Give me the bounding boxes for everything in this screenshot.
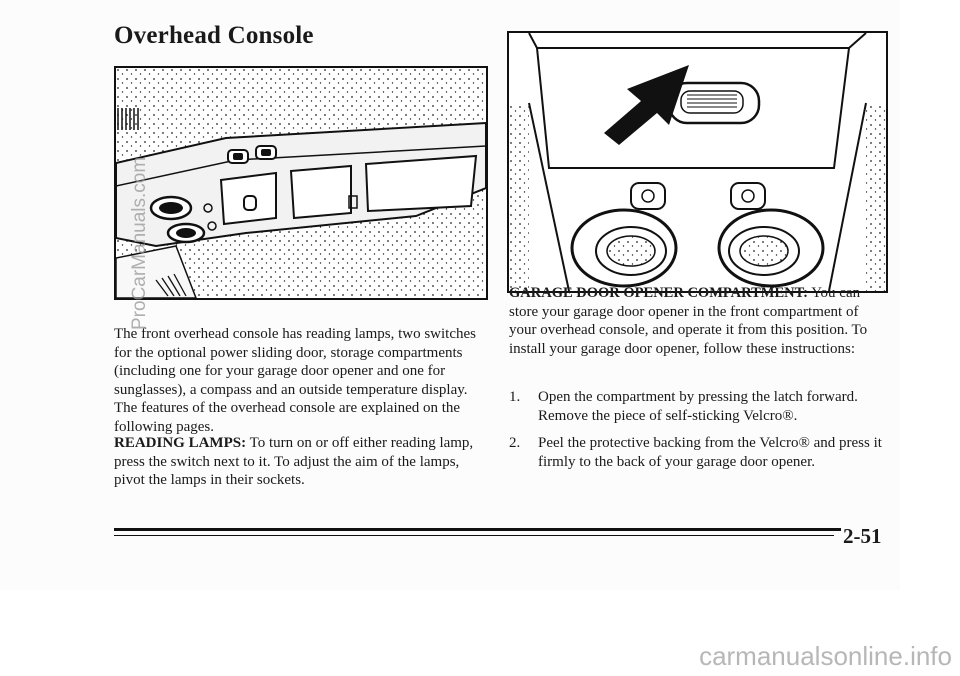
reading-lamps-heading: READING LAMPS: [114, 435, 247, 451]
footer-rule-thin [114, 535, 834, 536]
step-number: 2. [509, 435, 521, 451]
install-steps-list [509, 388, 891, 480]
list-item [509, 434, 891, 471]
step-number: 1. [509, 389, 521, 405]
garage-opener-text: You can store your garage door opener in the front compartment of your overhead console, and operate it from this position. To install your garage door opener, follow these instructions: [509, 285, 868, 357]
footer-rule [114, 528, 841, 531]
footer-watermark: carmanualsonline.info [699, 641, 952, 671]
reading-lamps-paragraph [114, 434, 492, 490]
overhead-console-illustration [114, 66, 488, 300]
step-text: Peel the protective backing from the Velcro® and press it firmly to the back of your garage door opener. [538, 435, 882, 470]
step-text: Open the compartment by pressing the latch forward. Remove the piece of self-sticking Velcro®. [538, 389, 858, 424]
garage-opener-compartment-illustration [507, 31, 888, 293]
page-number: 2-51 [843, 524, 882, 548]
side-watermark: ProCarManuals.com [129, 156, 150, 330]
garage-opener-paragraph [509, 284, 889, 358]
intro-paragraph: The front overhead console has reading lamps, two switches for the optional power sliding door, storage compartments (including one for your garage door opener and one for sunglasses), a compass and an outside temperature display. The features of the overhead console are explained on the following pages. [114, 326, 476, 435]
reading-lamps-text: To turn on or off either reading lamp, press the switch next to it. To adjust the aim of the lamps, pivot the lamps in their sockets. [114, 435, 474, 488]
list-item [509, 388, 891, 425]
page-title: Overhead Console [114, 22, 314, 49]
garage-opener-heading: GARAGE DOOR OPENER COMPARTMENT: [509, 285, 809, 301]
